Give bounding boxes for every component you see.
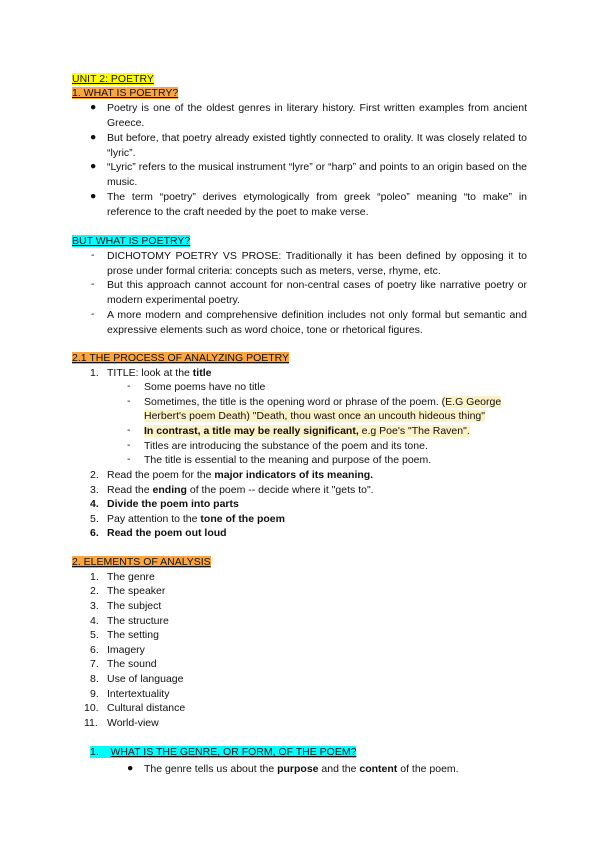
sub-opening-line1: Sometimes, the title is the opening word or phrase of the poem. (E.G George [144,396,502,408]
section21-heading: 2.1 THE PROCESS OF ANALYZING POETRY [72,352,290,364]
element-item: Intertextuality [107,688,170,700]
section1-bullet-1: Poetry is one of the oldest genres in literary history. First written examples from ancient Greece. [107,102,527,129]
sub-title-essential: The title is essential to the meaning and purpose of the poem. [144,454,432,466]
section1-bullet-4: The term “poetry” derives etymologically from greek “poleo” meaning “to make” in reference to the craft needed by the poet to make verse. [107,191,527,218]
process-item-4: 4. [90,498,99,510]
process-item-1-text: TITLE: look at the title [107,367,212,379]
element-number: 4. [90,615,99,627]
element-number: 3. [90,600,99,612]
bullet-icon: ● [90,101,97,113]
sub-contrast: In contrast, a title may be really significant, e.g Poe's "The Raven". [144,425,470,437]
element-number: 7. [90,658,99,670]
dash-marker: - [127,380,131,392]
element-item: The speaker [107,585,166,597]
element-number: 2. [90,585,99,597]
sub-titles-intro: Titles are introducing the substance of the poem and its tone. [144,440,428,452]
genre-heading: 1. WHAT IS THE GENRE, OR FORM, OF THE POEM? [90,746,357,758]
process-item-5: 5. [90,513,99,525]
sub-no-title: Some poems have no title [144,381,266,393]
section1-heading: 1. WHAT IS POETRY? [72,87,179,99]
element-number: 10. [84,702,99,714]
unit-title: UNIT 2: POETRY [72,73,154,85]
element-number: 9. [90,688,99,700]
section1-bullet-3: “Lyric” refers to the musical instrument “lyre” or “harp” and points to an origin based on the music. [107,161,527,188]
element-item: The structure [107,615,169,627]
bullet-icon: ● [127,762,134,774]
process-item-2-text: Read the poem for the major indicators of its meaning. [107,469,374,481]
section2-heading: 2. ELEMENTS OF ANALYSIS [72,556,211,568]
but-item-2: But this approach cannot account for non-central cases of poetry like narrative poetry or modern experimental poetry. [107,279,527,306]
element-item: The genre [107,571,155,583]
bullet-icon: ● [90,160,97,172]
dash-marker: - [127,424,131,436]
bullet-icon: ● [90,131,97,143]
element-item: Cultural distance [107,702,186,714]
dash-marker: - [91,249,95,261]
element-number: 1. [90,571,99,583]
process-item-4-text: Divide the poem into parts [107,498,239,510]
but-heading: BUT WHAT IS POETRY? [72,235,191,247]
element-number: 6. [90,644,99,656]
element-item: Use of language [107,673,184,685]
element-item: The sound [107,658,157,670]
dash-marker: - [91,278,95,290]
process-item-1: 1. [90,367,99,379]
process-item-6-text: Read the poem out loud [107,527,227,539]
sub-opening-line2: Herbert's poem Death) "Death, thou wast once an uncouth hideous thing" [144,410,485,422]
genre-bullet: The genre tells us about the purpose and the content of the poem. [144,763,459,775]
element-number: 8. [90,673,99,685]
element-number: 11. [84,717,98,729]
process-item-6: 6. [90,527,99,539]
element-item: The subject [107,600,162,612]
process-item-2: 2. [90,469,99,481]
dash-marker: - [91,308,95,320]
process-item-5-text: Pay attention to the tone of the poem [107,513,285,525]
section1-bullet-2: But before, that poetry already existed tightly connected to orality. It was closely related to “lyric”. [107,132,527,159]
process-item-3-text: Read the ending of the poem -- decide where it "gets to". [107,484,374,496]
dash-marker: - [127,453,131,465]
element-number: 5. [90,629,99,641]
but-item-1: DICHOTOMY POETRY VS PROSE: Traditionally it has been defined by opposing it to prose under formal criteria: concepts such as meters, verse, rhyme, etc. [107,250,527,277]
dash-marker: - [127,395,131,407]
dash-marker: - [127,439,131,451]
bullet-icon: ● [90,190,97,202]
element-item: The setting [107,629,159,641]
but-item-3: A more modern and comprehensive definition includes not only formal but semantic and expressive elements such as word choice, tone or rhetorical figures. [107,309,527,336]
process-item-3: 3. [90,484,99,496]
element-item: Imagery [107,644,145,656]
element-item: World-view [107,717,159,729]
